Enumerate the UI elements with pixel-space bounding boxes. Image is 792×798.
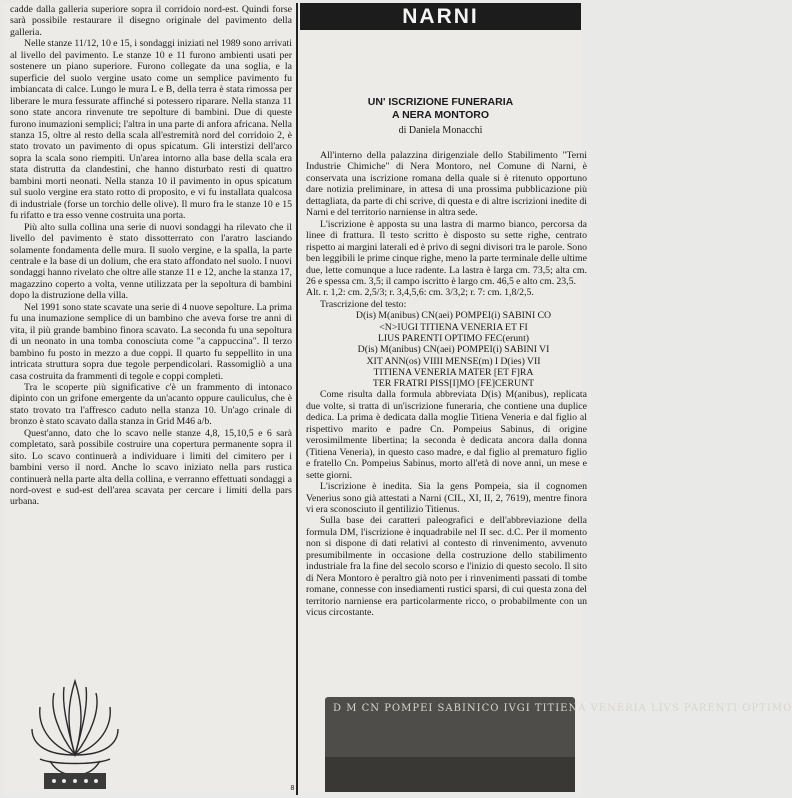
paragraph: Come risulta dalla formula abbreviata D(is) M(anibus), replicata due volte, si tratta di un'iscrizione funeraria, che contiene una duplice dedica. La prima è dedicata dalla moglie Titiena Veneria e dal figlio al rispettivo marito e padre Cn. Pompeius Sabinus, di origine verosimilmente libertina; la seconda è dedicata ancora dalla donna (Titiena Veneria), in questo caso madre, e dal figlio al prematuro figlio e fratello Cn. Pompeius Sabinus, morto all'età di nove anni, un mese e sette giorni. <box>306 389 587 481</box>
inscription-photo <box>325 697 792 792</box>
paragraph: Quest'anno, dato che lo scavo nelle stanze 4,8, 15,10,5 e 6 sarà completato, sarà possibile costruire una copertura permanente sopra il sito. Lo scavo continuerà a individuare i limiti del cimitero per i bambini verso il nord. Anche lo scavo iniziato nella pars rustica continuerà nella parte alta della collina, e verranno effettuati sondaggi a nord-ovest e sud-est dell'area scavata per cercare i limiti della pars urbana. <box>10 427 292 508</box>
right-column <box>300 3 792 795</box>
page <box>4 3 792 795</box>
transcription <box>306 310 587 389</box>
paragraph: Nelle stanze 11/12, 10 e 15, i sondaggi iniziati nel 1989 sono arrivati al livello del pavimento. Le stanze 10 e 11 furono ambienti usati per sostenere un piano superiore. Furono collegate da una soglia, e la superficie del suolo vergine usato come un semplice pavimento fu imbiancata di calce. Lungo le mura L e B, della terra è stata rimossa per liberare le mura fessurate affinché si potessero riparare. Nella stanza 11 sono state ancora rinvenute tre sepolture di bambini. Due di queste furono inumazioni semplici; l'altra in una parte di anfora africana. Nella stanza 15, oltre al resto della scala all'estremità nord del corridoio 2, è stato trovato un pavimento di opus spicatum. Gli interstizi dell'arco sopra la scala sono riempiti. Un'area intorno alla base della scala era stata distrutta da clandestini, che hanno disturbato resti di quattro bambini morti neonati. Nella stanza 10 il pavimento in opus spicatum sul suolo vergine era stato rotto di proposito, e vi fu installata qualcosa di industriale (forse un torchio delle olive). Il muro fra le stanze 10 e 15 fu rifatto e tra esso venne costruita una porta. <box>10 38 292 222</box>
paragraph: cadde dalla galleria superiore sopra il corridoio nord-est. Quindi forse sarà possibile restaurare il disegno originale del pavimento della galleria. <box>10 4 292 38</box>
section-title: NARNI <box>300 3 581 30</box>
article-title-line-1: UN' ISCRIZIONE FUNERARIA <box>367 96 514 108</box>
article-title-line-2: A NERA MONTORO <box>391 109 490 121</box>
transcription-line: D(is) M(anibus) CN(aei) POMPEI(i) SABINI VI <box>357 344 550 356</box>
paragraph: All'interno della palazzina dirigenziale dello Stabilimento "Terni Industrie Chimiche" di Nera Montoro, nel Comune di Narni, è conservata una iscrizione romana della quale si è ritenuto opportuno dare notizia preliminare, in attesa di una prossima pubblicazione più dettagliata, da parte di chi scrive, di questa e di altre iscrizioni inedite di Narni e del territorio narniense in altra sede. <box>306 150 587 219</box>
transcription-line: TITIENA VENERIA MATER [ET F]RA <box>373 366 534 378</box>
paragraph: Nel 1991 sono state scavate una serie di 4 nuove sepolture. La prima fu una inumazione semplice di un bambino che aveva forse tre anni di vita, il più grande bambino finora scavato. La seconda fu una sepoltura di un neonato in una tomba conosciuta come "a cappuccina". Il terzo bambino fu posto in mezzo a due coppi. Il quarto fu seppellito in una intricata struttura sopra due tegole perpendicolari. Rassomigliò a una casa costruita da frammenti di tegole e coppi completi. <box>10 301 292 382</box>
left-column <box>4 3 298 795</box>
transcription-line: XIT ANN(os) VIIII MENSE(m) I D(ies) VII <box>366 355 541 367</box>
transcription-line: LIUS PARENTI OPTIMO FEC(erunt) <box>377 332 530 344</box>
paragraph: Trascrizione del testo: <box>320 298 407 310</box>
article-author: di Daniela Monacchi <box>398 125 483 136</box>
article-header <box>300 96 581 137</box>
antefix-ornament-image <box>28 663 123 791</box>
paragraph: Alt. r. 1,2: cm. 2,5/3; r. 3,4,5,6: cm. 3/3,2; r. 7: cm. 1,8/2,5. <box>306 287 534 299</box>
right-column-text <box>300 150 591 618</box>
left-column-text <box>4 3 296 508</box>
paragraph: L'iscrizione è inedita. Sia la gens Pompeia, sia il cognomen Venerius sono già attestati a Narni (CIL, XI, II, 2, 7619), mentre finora vi era sconosciuto il gentilizio Titienus. <box>306 481 587 515</box>
paragraph: Tra le scoperte più significative c'è un frammento di intonaco dipinto con un grifone emergente da un'acanto oppure cauliculus, che è stato trovato tra l'affresco caduto nella stanza 10. Un'ago crinale di bronzo è stato scavato dalla stanza in Grid M46 a/b. <box>10 381 292 428</box>
transcription-line: TER FRATRI PISS[I]MO [FE]CERUNT <box>372 378 535 390</box>
paragraph: Sulla base dei caratteri paleografici e dell'abbreviazione della formula DM, l'iscrizione è inquadrabile nel II sec. d.C. Per il momento non si dispone di dati relativi al contesto di rinvenimento, avvenuto presumibilmente in occasione della costruzione dello stabilimento industriale fra la fine del secolo scorso e l'inizio di questo secolo. Il sito di Nera Montoro è peraltro già noto per i rinvenimenti passati di tombe romane, connesse con insediamenti rustici sparsi, di cui questa zona del territorio narniense era particolarmente ricco, o probabilmente con un vicus circostante. <box>306 515 587 619</box>
inscription-photo-text: D M CN POMPEI SABINICO IVGI TITIENA VENERIA LIVS PARENTI OPTIMO <box>333 703 792 714</box>
paragraph: L'iscrizione è apposta su una lastra di marmo bianco, percorsa da linee di frattura. Il testo scritto è disposto su sette righe, centrato rispetto ai margini laterali ed è privo di segni divisori tra le parole. Sono ben leggibili le prime cinque righe, meno la parte terminale delle ultime due, lette comunque a luce radente. La lastra è larga cm. 73,5; alta cm. 26 e spessa cm. 3,5; il campo iscritto è largo cm. 46,5 e alto cm. 23,5. <box>306 218 587 287</box>
paragraph: Più alto sulla collina una serie di nuovi sondaggi ha rilevato che il livello del pavimento è stato dissotterrato con l'aratro lasciando solamente fondamenta delle mura. Il suolo vergine, e la spalla, la parte centrale e la base di un dolium, che era stato affondato nel suolo. I nuovi sondaggi hanno rivelato che oltre alle stanze 11 e 12, anche la stanza 17, magazzino coperto a volta, venne utilizzata per la sepoltura di bambini dopo la distruzione della villa. <box>10 221 292 302</box>
transcription-line: <N>IUGI TITIENA VENERIA ET FI <box>379 321 528 333</box>
page-number: 8 <box>290 785 295 792</box>
transcription-line: D(is) M(anibus) CN(aei) POMPEI(i) SABINI CO <box>355 310 552 322</box>
